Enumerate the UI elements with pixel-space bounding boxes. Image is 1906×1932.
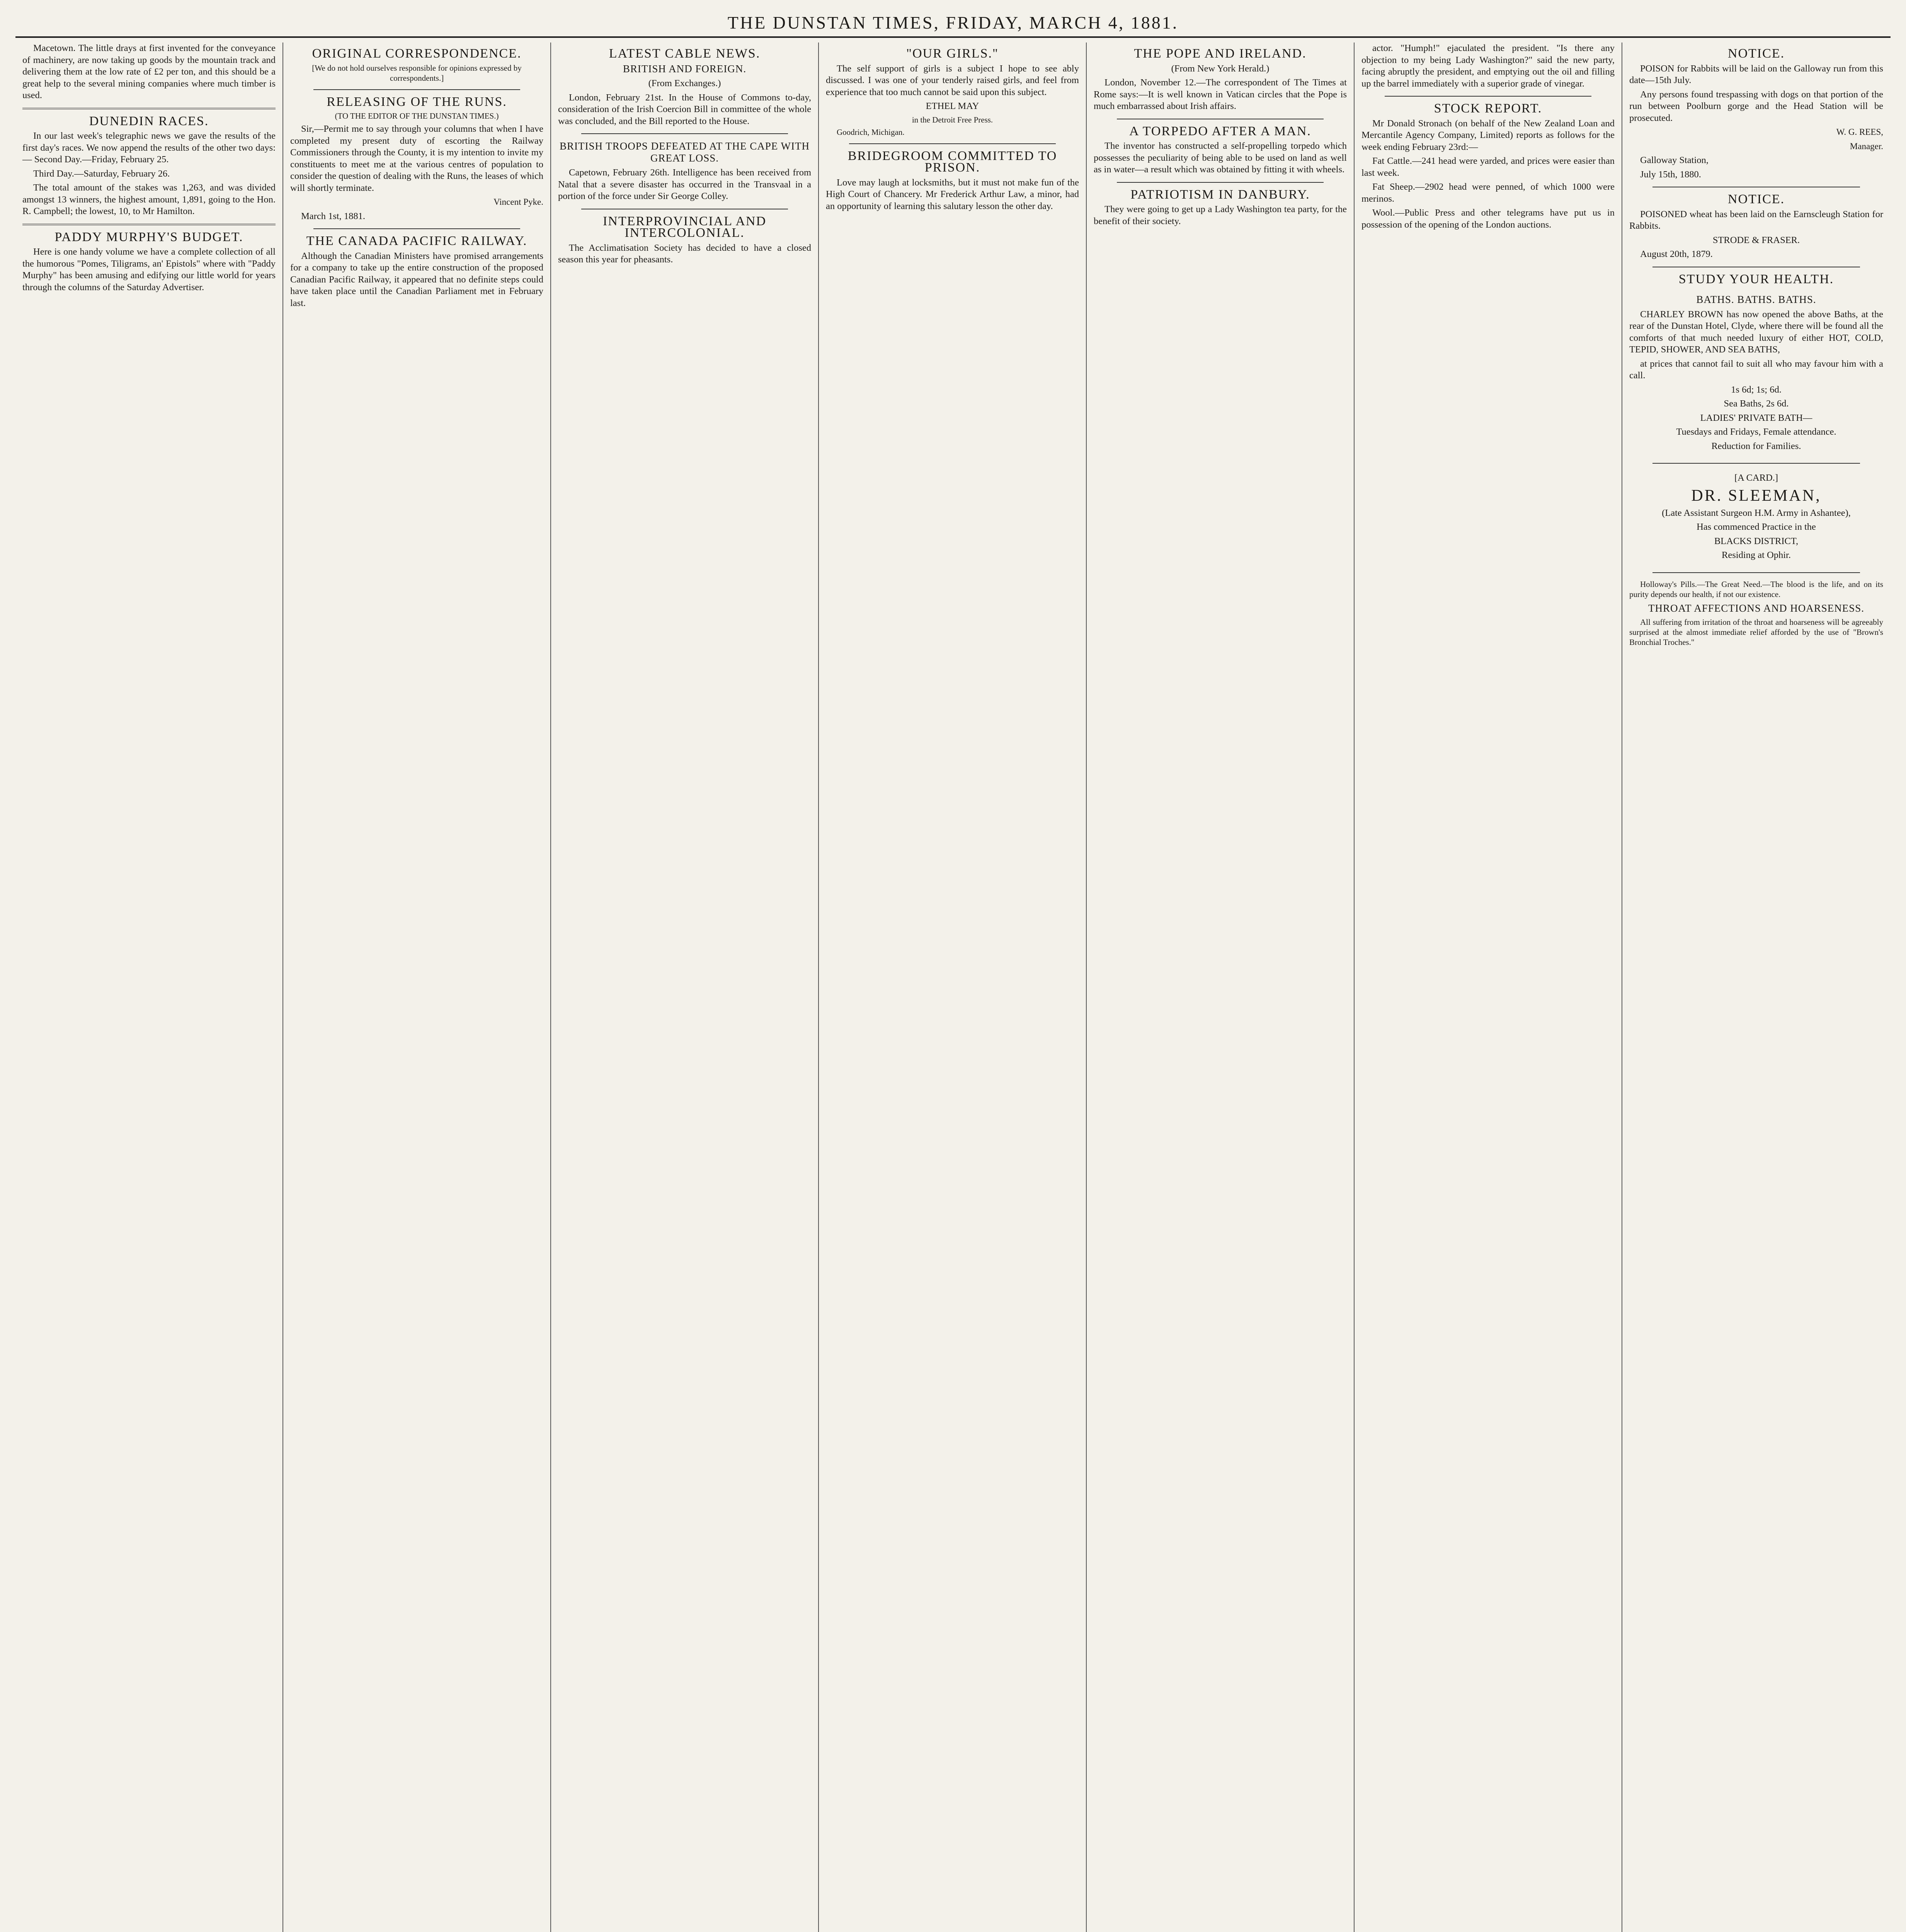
baths-rates: 1s 6d; 1s; 6d. [1731, 384, 1782, 395]
columns [15, 43, 1891, 1932]
third-day: Third Day.—Saturday, February 26. [33, 168, 170, 179]
ethel-place: Goodrich, Michigan. [837, 127, 905, 137]
column-1 [15, 43, 283, 1932]
patriotism-heading: PATRIOTISM IN DANBURY. [1130, 187, 1310, 202]
notice-heading: NOTICE. [1727, 46, 1785, 61]
column-6 [1355, 43, 1622, 1932]
trespass-warning: Any persons found trespassing with dogs on that portion of the run between Poolburn gorge and the Head Station will be prosecuted. [1629, 89, 1883, 123]
doctor-credentials: (Late Assistant Surgeon H.M. Army in Ashantee), [1662, 507, 1851, 518]
intro-paragraph: Macetown. The little drays at first invented for the conveyance of machinery, are now taking up goods by the mountain track and delivering them at the low rate of £2 per ton, and this should be a great help to the several mining companies where much timber is used. [22, 43, 276, 100]
notice-2-date: August 20th, 1879. [1640, 249, 1713, 259]
budget-body: Here is one handy volume we have a complete collection of all the humorous "Pomes, Tiligrams, an' Epistols" where with "Paddy Murphy" has been amusing and edifying our little world for years through the columns of the Saturday Advertiser. [22, 247, 276, 293]
transvaal-heading: BRITISH TROOPS DEFEATED AT THE CAPE WITH GREAT LOSS. [559, 140, 810, 164]
bridegroom-heading: BRIDEGROOM COMMITTED TO PRISON. [847, 148, 1057, 175]
intercol-body: The Acclimatisation Society has decided to have a closed season this year for pheasants. [558, 242, 811, 265]
bridegroom-body: Love may laugh at locksmiths, but it must not make fun of the High Court of Chancery. Mr Frederick Arthur Law, a minor, had an opportunity of learning this salutary lesson the other day. [826, 177, 1079, 211]
cable-heading: LATEST CABLE NEWS. [609, 46, 761, 61]
cable-body: London, February 21st. In the House of Commons to-day, consideration of the Irish Coercion Bill in committee of the whole was concluded, and the Bill reported to the House. [558, 92, 811, 126]
intercol-heading: INTERPROVINCIAL AND INTERCOLONIAL. [602, 214, 766, 240]
notice-2-signature: STRODE & FRASER. [1712, 235, 1800, 245]
stock-wool: Wool.—Public Press and other telegrams have put us in possession of the opening of the London auctions. [1361, 207, 1615, 230]
card-label: [A CARD.] [1734, 473, 1778, 483]
column-7 [1622, 43, 1890, 1932]
ladies-days: Tuesdays and Fridays, Female attendance. [1676, 427, 1836, 437]
doctor-practice: Has commenced Practice in the [1697, 522, 1816, 532]
races-body: In our last week's telegraphic news we gave the results of the first day's races. We now append the results of the other two days:— Second Day.—Friday, February 25. [22, 131, 276, 165]
divider [313, 89, 520, 90]
runs-date: March 1st, 1881. [301, 211, 366, 221]
totalisator: The total amount of the stakes was 1,263, and was divided amongst 13 winners, the highest amount, 1,891, going to the Hon. R. Campbell; the lowest, 10, to Mr Hamilton. [22, 182, 276, 216]
divider [1385, 96, 1591, 97]
throat-body: All suffering from irritation of the throat and hoarseness will be agreeably surprised at the almost immediate relief afforded by the use of "Brown's Bronchial Troches." [1629, 617, 1883, 647]
notice-heading-2: NOTICE. [1727, 192, 1785, 206]
masthead-title: THE DUNSTAN TIMES, FRIDAY, MARCH 4, 1881. [727, 13, 1179, 32]
canada-body: Although the Canadian Ministers have promised arrangements for a company to take up the entire construction of the proposed Canadian Pacific Railway, it appeared that no definite steps could have taken place until the Canadian Parliament met in February last. [290, 250, 543, 308]
baths-prices: at prices that cannot fail to suit all who may favour him with a call. [1629, 358, 1883, 381]
rabbit-poison-notice: POISON for Rabbits will be laid on the Galloway run from this date—15th July. [1629, 63, 1883, 85]
divider [1652, 572, 1860, 573]
girls-body: The self support of girls is a subject I hope to see ably discussed. I was one of your tenderly raised girls, and feel from experience that too much cannot be said upon this subject. [826, 63, 1079, 97]
sea-bath-rate: Sea Baths, 2s 6d. [1724, 398, 1789, 409]
family-reduction: Reduction for Families. [1711, 440, 1801, 451]
stock-fat-cattle: Fat Cattle.—241 head were yarded, and prices were easier than last week. [1361, 156, 1615, 178]
column-2 [283, 43, 551, 1932]
runs-signature: Vincent Pyke. [494, 197, 543, 207]
divider [1117, 182, 1324, 183]
doctor-district: BLACKS DISTRICT, [1714, 536, 1799, 546]
runs-to: (TO THE EDITOR OF THE DUNSTAN TIMES.) [335, 111, 499, 121]
runs-heading: RELEASING OF THE RUNS. [327, 94, 507, 109]
ladies-bath: LADIES' PRIVATE BATH— [1700, 412, 1812, 423]
holloway-advertisement: Holloway's Pills.—The Great Need.—The blood is the life, and on its purity depends our health, if not our existence. [1629, 579, 1883, 599]
budget-heading: PADDY MURPHY'S BUDGET. [54, 230, 243, 244]
stock-heading: STOCK REPORT. [1434, 101, 1542, 116]
column-4 [819, 43, 1087, 1932]
pope-heading: THE POPE AND IRELAND. [1134, 46, 1307, 61]
stock-sheep: Fat Sheep.—2902 head were penned, of which 1000 were merinos. [1361, 182, 1615, 204]
torpedo-body: The inventor has constructed a self-propelling torpedo which possesses the peculiarity of being able to be used on land as well as in water—a result which was obtained by fitting it with wheels. [1094, 141, 1347, 175]
notice-place: Galloway Station, [1640, 155, 1709, 165]
baths-body: CHARLEY BROWN has now opened the above Baths, at the rear of the Dunstan Hotel, Clyde, where there will be found all the comforts of that much needed luxury of either HOT, COLD, TEPID, SHOWER, AND SEA BATHS, [1629, 309, 1883, 355]
divider [1652, 463, 1860, 464]
canada-heading: THE CANADA PACIFIC RAILWAY. [306, 234, 528, 248]
poisoned-wheat-notice: POISONED wheat has been laid on the Earnscleugh Station for Rabbits. [1629, 209, 1883, 231]
ethel-signature: ETHEL MAY [926, 101, 979, 111]
doctor-name: DR. SLEEMAN, [1691, 486, 1821, 505]
cable-subheading: BRITISH AND FOREIGN. [623, 63, 747, 75]
actor-body: actor. "Humph!" ejaculated the president. "Is there any objection to my being Lady Washington?" said the new party, facing abruptly the president, and emptying out the oil and filling up the barrel immediately with a superior grade of vinegar. [1361, 43, 1615, 89]
health-heading: STUDY YOUR HEALTH. [1678, 272, 1834, 286]
cable-from: (From Exchanges.) [648, 78, 721, 88]
pope-source: (From New York Herald.) [1171, 63, 1270, 74]
divider [849, 143, 1056, 144]
runs-body: Sir,—Permit me to say through your columns that when I have completed my present duty of escorting the Railway Commissioners through the County, it is my intention to invite my constituents to meet me at the various centres of population to consider the question of dealing with the Runs, the leases of which will shortly terminate. [290, 124, 543, 193]
divider [313, 228, 520, 229]
notice-signature: W. G. REES, [1836, 127, 1883, 137]
doctor-residence: Residing at Ophir. [1722, 550, 1791, 560]
baths-heading: BATHS. BATHS. BATHS. [1696, 294, 1816, 305]
masthead [15, 9, 1891, 38]
patriotism-body: They were going to get up a Lady Washington tea party, for the benefit of their society. [1094, 204, 1347, 226]
doctor-card [1629, 470, 1883, 566]
transvaal-body: Capetown, February 26th. Intelligence has been received from Natal that a severe disaster has occurred in the Transvaal in a portion of the force under Sir George Colley. [558, 167, 811, 201]
throat-heading: THROAT AFFECTIONS AND HOARSENESS. [1648, 602, 1865, 614]
divider [22, 224, 276, 225]
torpedo-heading: A TORPEDO AFTER A MAN. [1129, 124, 1311, 138]
divider [581, 133, 788, 134]
notice-date: July 15th, 1880. [1640, 169, 1701, 180]
races-heading: DUNEDIN RACES. [89, 114, 209, 128]
divider [22, 108, 276, 109]
letters-note: [We do not hold ourselves responsible for opinions expressed by correspondents.] [312, 63, 522, 83]
notice-role: Manager. [1850, 141, 1883, 151]
pope-body: London, November 12.—The correspondent of The Times at Rome says:—It is well known in Vatican circles that the Pope is much embarrassed about Irish affairs. [1094, 77, 1347, 111]
column-5 [1087, 43, 1355, 1932]
stock-body: Mr Donald Stronach (on behalf of the New Zealand Loan and Mercantile Agency Company, Limited) reports as follows for the week ending February 23rd:— [1361, 118, 1615, 152]
letters-heading: ORIGINAL CORRESPONDENCE. [312, 46, 522, 61]
ethel-source: in the Detroit Free Press. [912, 115, 993, 124]
column-3 [551, 43, 819, 1932]
girls-heading: "OUR GIRLS." [906, 46, 999, 61]
baths-advertisement [1629, 288, 1883, 457]
